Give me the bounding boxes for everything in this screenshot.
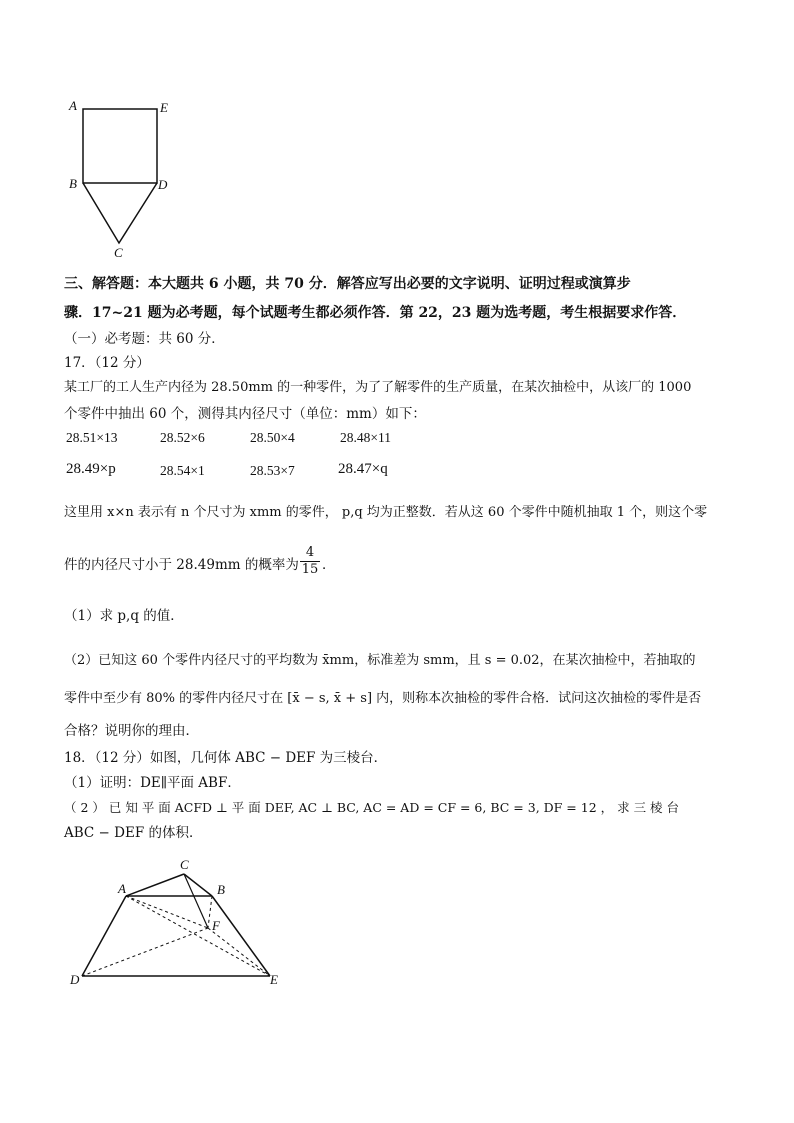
q17-para-4-end: ． — [322, 557, 336, 573]
fig1-label-b: B — [69, 176, 77, 191]
q17-part-1: （1）求 p,q 的值． — [64, 608, 184, 624]
q17-data-5: 28.49×p — [66, 461, 116, 477]
edge-fe-dashed — [208, 928, 270, 976]
q17-data-1: 28.51×13 — [66, 430, 118, 445]
q17-data-7: 28.53×7 — [250, 463, 295, 478]
q17-data-2: 28.52×6 — [160, 430, 205, 445]
section-heading-line2: 骤．17~21 题为必考题，每个试题考生都必须作答．第 22，23 题为选考题，考生根据要求作答． — [64, 305, 687, 321]
q17-para-1: 某工厂的工人生产内径为 28.50mm 的一种零件，为了了解零件的生产质量，在某次抽检中，从该厂的 1000 — [64, 380, 692, 395]
fig2-label-e: E — [270, 972, 278, 987]
fig1-label-e: E — [160, 100, 168, 115]
q17-data-8: 28.47×q — [338, 461, 388, 477]
fig1-label-d: D — [158, 177, 168, 192]
q18-part-1: （1）证明：DE∥平面 ABF． — [64, 775, 241, 791]
q18-part-2-line1: （ 2 ） 已 知 平 面 ACFD ⊥ 平 面 DEF, AC ⊥ BC, AC = AD = CF = 6, BC = 3, DF = 12 ， 求 三 棱 台 — [64, 800, 680, 815]
edge-df-dashed — [82, 928, 208, 976]
fraction-numerator: 4 — [300, 545, 320, 562]
edge-cb — [184, 874, 212, 896]
q17-header: 17．（12 分） — [64, 355, 150, 371]
q17-part-2-line2: 零件中至少有 80% 的零件内径尺寸在 [x̄ − s, x̄ + s] 内，则称本次抽检的零件合格．试问这次抽检的零件是否 — [64, 691, 702, 706]
fig1-label-a: A — [69, 98, 77, 113]
q17-part-2-line3: 合格？说明你的理由． — [64, 723, 199, 739]
fraction-denominator: 15 — [301, 562, 319, 577]
q17-part-2-line1: （2）已知这 60 个零件内径尺寸的平均数为 x̄mm，标准差为 smm，且 s = 0.02，在某次抽检中，若抽取的 — [64, 653, 696, 668]
q17-para-4: 件的内径尺寸小于 28.49mm 的概率为 — [64, 557, 299, 573]
fig2-label-c: C — [180, 857, 189, 872]
q18-part-2-line2: ABC − DEF 的体积． — [64, 825, 203, 841]
q17-para-3: 这里用 x×n 表示有 n 个尺寸为 xmm 的零件， p,q 均为正整数．若从这 60 个零件中随机抽取 1 个，则这个零 — [64, 505, 708, 520]
edge-ad — [82, 896, 126, 976]
q17-data-6: 28.54×1 — [160, 463, 205, 478]
fig2-label-f: F — [212, 918, 220, 933]
triangle-bcd — [83, 183, 157, 243]
section-subheading: （一）必考题：共 60 分． — [64, 331, 225, 347]
section-heading-line1: 三、解答题：本大题共 6 小题，共 70 分．解答应写出必要的文字说明、证明过程或演算步 — [64, 276, 631, 292]
q17-para-2: 个零件中抽出 60 个，测得其内径尺寸（单位：mm）如下： — [64, 406, 426, 422]
fig2-label-a: A — [118, 881, 126, 896]
fig1-label-c: C — [114, 245, 123, 260]
q17-data-4: 28.48×11 — [340, 430, 391, 445]
square-abde — [83, 109, 157, 183]
q18-header: 18．（12 分）如图，几何体 ABC − DEF 为三棱台． — [64, 750, 388, 766]
q17-probability-fraction — [300, 545, 320, 578]
fig2-label-d: D — [70, 972, 80, 987]
edge-ac — [126, 874, 184, 896]
edge-be — [212, 896, 270, 976]
edge-ae-dashed — [126, 896, 270, 976]
fig2-label-b: B — [217, 882, 225, 897]
q17-data-3: 28.50×4 — [250, 430, 295, 445]
